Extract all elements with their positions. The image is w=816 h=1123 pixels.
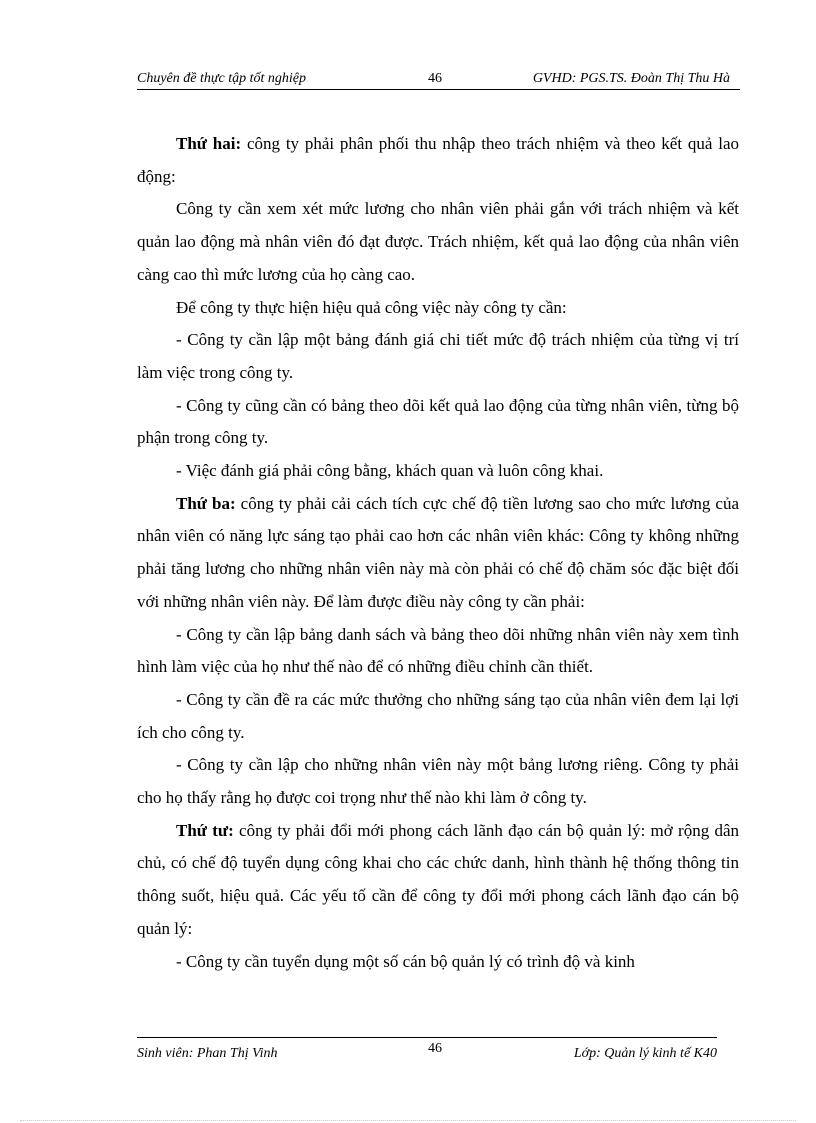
paragraph	[137, 749, 739, 814]
paragraph-text: - Công ty cần đề ra các mức thưởng cho những sáng tạo của nhân viên đem lại lợi ích cho công ty.	[137, 689, 739, 742]
header-page-number: 46	[428, 71, 442, 86]
paragraph-text: - Công ty cần lập cho những nhân viên này một bảng lương riêng. Công ty phải cho họ thấy rằng họ được coi trọng như thế nào khi làm ở công ty.	[137, 755, 739, 808]
page-header	[137, 69, 740, 90]
header-advisor: GVHD: PGS.TS. Đoàn Thị Thu Hà	[532, 71, 730, 86]
paragraph	[137, 455, 739, 488]
paragraph	[137, 324, 739, 389]
paragraph	[137, 946, 739, 979]
paragraph	[137, 193, 739, 291]
paragraph	[137, 684, 739, 749]
footer-student: Sinh viên: Phan Thị Vinh	[137, 1046, 278, 1061]
paragraph-text: - Việc đánh giá phải công bằng, khách quan và luôn công khai.	[176, 461, 604, 481]
paragraph	[137, 390, 739, 455]
paragraph-text: Để công ty thực hiện hiệu quả công việc này công ty cần:	[176, 297, 567, 317]
paragraph-lead: Thứ tư:	[176, 820, 234, 840]
footer-page-number: 46	[428, 1041, 442, 1056]
paragraph	[137, 292, 739, 325]
paragraph	[137, 815, 739, 946]
footer-class: Lớp: Quản lý kinh tế K40	[573, 1046, 717, 1061]
paragraph	[137, 488, 739, 619]
paragraph	[137, 128, 739, 193]
paragraph-lead: Thứ ba:	[176, 493, 236, 513]
header-title: Chuyên đề thực tập tốt nghiệp	[137, 71, 306, 86]
paragraph-text: công ty phải cải cách tích cực chế độ tiền lương sao cho mức lương của nhân viên có năng lực sáng tạo phải cao hơn các nhân viên khác: Công ty không những phải tăng lương cho những nhân viên này mà còn phải có chế độ chăm sóc đặc biệt đối với những nhân viên này. Để làm được điều này công ty cần phải:	[137, 493, 739, 611]
page-footer	[137, 1037, 717, 1068]
page-edge-divider	[20, 1120, 796, 1121]
paragraph-text: Công ty cần xem xét mức lương cho nhân viên phải gắn với trách nhiệm và kết quản lao động mà nhân viên đó đạt được. Trách nhiệm, kết quả lao động của nhân viên càng cao thì mức lương của họ càng cao.	[137, 199, 739, 284]
paragraph-lead: Thứ hai:	[176, 134, 242, 153]
document-body	[137, 128, 739, 978]
paragraph-text: công ty phải phân phối thu nhập theo trách nhiệm và theo kết quả lao động:	[137, 134, 739, 186]
paragraph-text: công ty phải đổi mới phong cách lãnh đạo cán bộ quản lý: mở rộng dân chủ, có chế độ tuyển dụng công khai cho các chức danh, hình thành hệ thống thông tin thông suốt, hiệu quả. Các yếu tố cần để công ty đổi mới phong cách lãnh đạo cán bộ quản lý:	[137, 820, 739, 938]
paragraph-text: - Công ty cần lập một bảng đánh giá chi tiết mức độ trách nhiệm của từng vị trí làm việc trong công ty.	[137, 330, 739, 382]
paragraph-text: - Công ty cũng cần có bảng theo dõi kết quả lao động của từng nhân viên, từng bộ phận trong công ty.	[137, 395, 739, 448]
paragraph-text: - Công ty cần tuyển dụng một số cán bộ quản lý có trình độ và kinh	[176, 951, 635, 971]
paragraph-text: - Công ty cần lập bảng danh sách và bảng theo dõi những nhân viên này xem tình hình làm việc của họ như thế nào để có những điều chỉnh cần thiết.	[137, 624, 739, 677]
paragraph	[137, 619, 739, 684]
